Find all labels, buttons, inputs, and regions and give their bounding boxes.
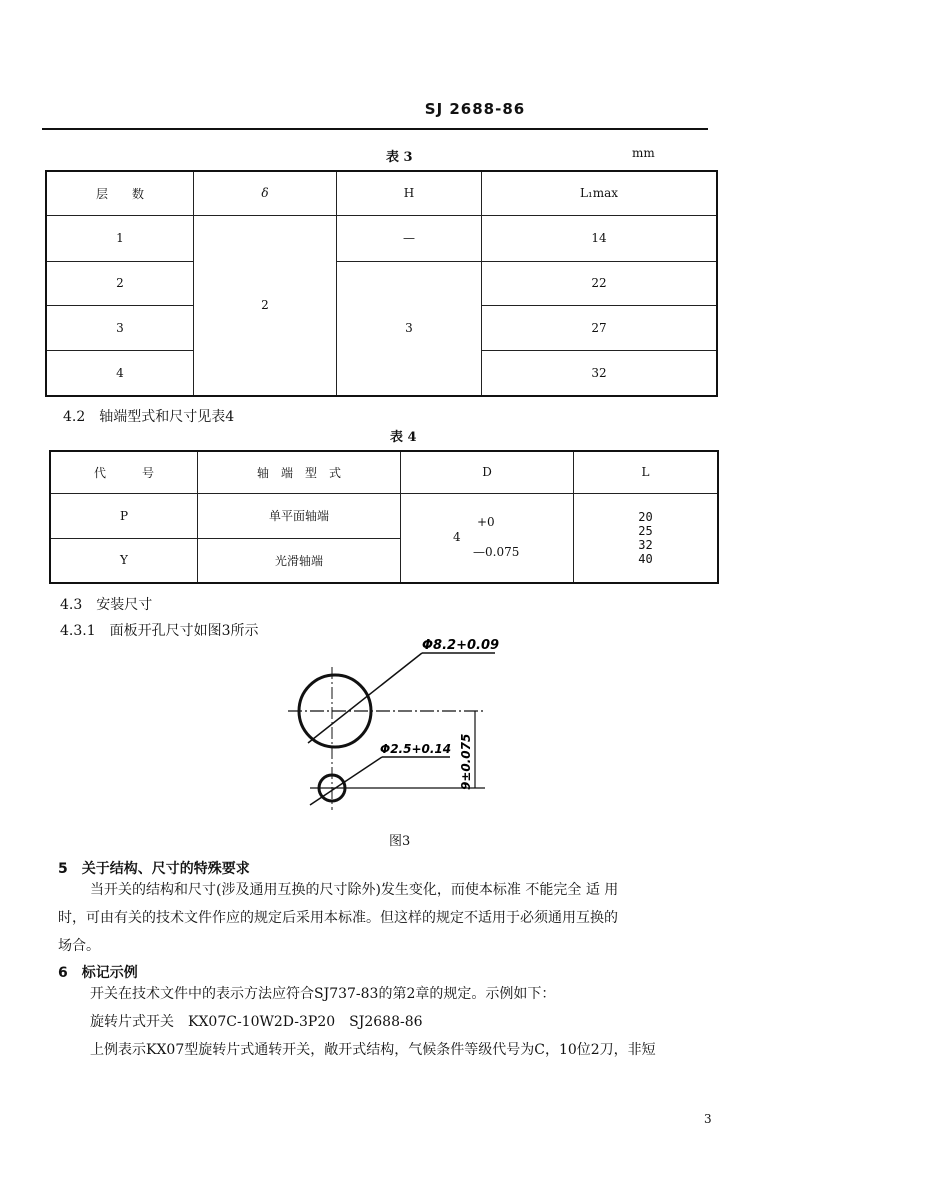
table4 (49, 450, 719, 584)
table4-header-type: 轴 端 型 式 (198, 451, 401, 493)
table3-caption: 表 3 (386, 150, 413, 165)
section-5-heading: 5 关于结构、尺寸的特殊要求 (58, 861, 250, 877)
table3-lmax-cell: 22 (482, 261, 718, 305)
table4-d-plus: +0 (477, 515, 495, 530)
dim-large: Φ8.2+0.09 (422, 638, 500, 653)
section-4-3-1: 4.3.1 面板开孔尺寸如图3所示 (60, 623, 259, 639)
table3-header-h: H (337, 171, 482, 215)
table4-row-code: Y (50, 538, 198, 583)
table4-l-value: 40 (638, 551, 653, 566)
table4-row-type: 光滑轴端 (198, 538, 401, 583)
document-code: SJ 2688-86 (424, 100, 526, 118)
table4-row-code: P (50, 493, 198, 538)
table4-row-type: 单平面轴端 (198, 493, 401, 538)
table4-d-cell (401, 493, 574, 583)
section-5-line: 当开关的结构和尺寸(涉及通用互换的尺寸除外)发生变化，而使本标准 不能完全 适 用 (90, 882, 619, 898)
table4-d-minus: —0.075 (473, 545, 520, 560)
table3-unit: mm (632, 146, 655, 160)
table3-layer-cell: 4 (46, 350, 194, 396)
header-rule (42, 128, 708, 130)
table3-lmax-cell: 14 (482, 215, 718, 261)
section-5-line: 时，可由有关的技术文件作应的规定后采用本标准。但这样的规定不适用于必须通用互换的 (58, 910, 618, 926)
table3-header-layers: 层 数 (46, 171, 194, 215)
table4-header-l: L (574, 451, 719, 493)
figure3-drawing (270, 635, 530, 820)
table3-layer-cell: 3 (46, 305, 194, 350)
table3-layer-cell: 1 (46, 215, 194, 261)
table3-header-delta: δ (194, 171, 337, 215)
table3-h-value: 3 (337, 261, 482, 396)
dim-vertical: 9±0.075 (459, 733, 473, 790)
table4-l-value: 25 (638, 523, 653, 538)
section-6-line: 上例表示KX07型旋转片式通转开关，敞开式结构，气候条件等级代号为C，10位2刀，非短 (90, 1042, 656, 1058)
section-4-2: 4.2 轴端型式和尺寸见表4 (63, 409, 235, 425)
table3-h-dash: — (337, 215, 482, 261)
table4-l-value: 32 (638, 537, 653, 552)
table3-header-lmax: L₁max (482, 171, 718, 215)
table3-lmax-cell: 27 (482, 305, 718, 350)
table4-d-nominal: 4 (453, 530, 461, 545)
table4-header-d: D (401, 451, 574, 493)
section-6-heading: 6 标记示例 (58, 965, 138, 981)
table3-lmax-cell: 32 (482, 350, 718, 396)
table4-caption: 表 4 (390, 430, 417, 445)
table3 (45, 170, 718, 397)
figure3-caption: 图3 (389, 834, 411, 849)
table3-layer-cell: 2 (46, 261, 194, 305)
table4-l-value: 20 (638, 509, 653, 524)
table3-delta-cell: 2 (194, 215, 337, 396)
dim-small: Φ2.5+0.14 (380, 742, 452, 756)
section-6-line: 旋转片式开关 KX07C-10W2D-3P20 SJ2688-86 (90, 1014, 423, 1030)
table4-header-code: 代 号 (50, 451, 198, 493)
table4-l-cell (574, 493, 719, 583)
page-number: 3 (704, 1112, 712, 1126)
section-5-line: 场合。 (58, 938, 100, 954)
section-4-3: 4.3 安装尺寸 (60, 597, 153, 613)
section-6-line: 开关在技术文件中的表示方法应符合SJ737-83的第2章的规定。示例如下： (90, 986, 556, 1002)
